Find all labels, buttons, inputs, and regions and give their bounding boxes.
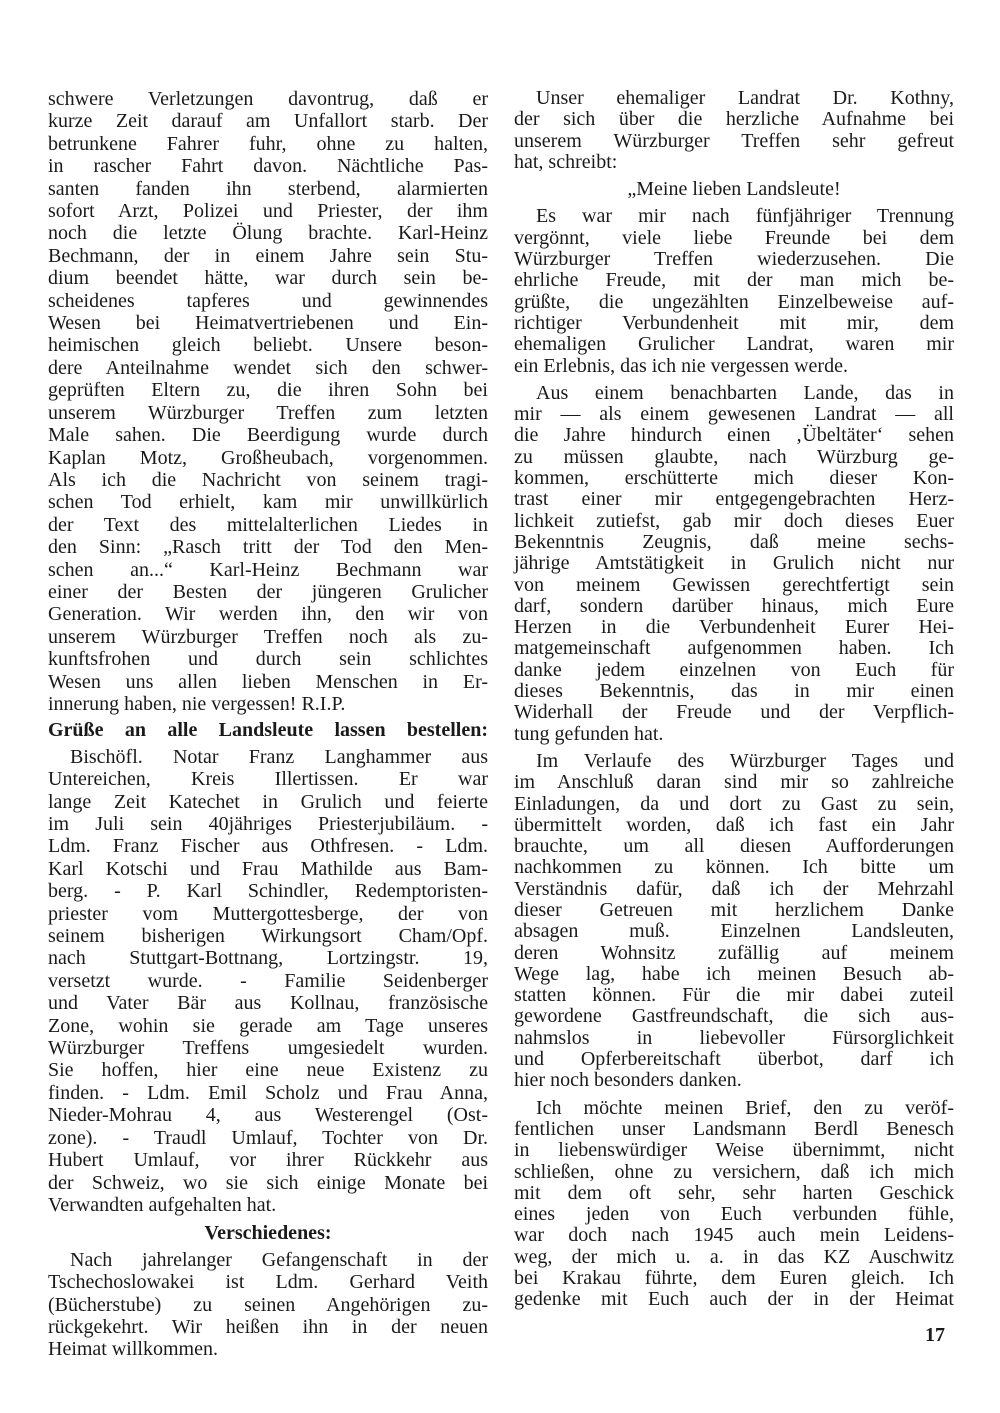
text-line: rückgekehrt. Wir heißen ihn in der neuen [48,1315,488,1338]
text-line: danke jedem einzelnen von Euch für [514,658,954,681]
text-line: ehemaligen Grulicher Landrat, waren mir [514,333,954,356]
text-line: richtiger Verbundenheit mit mir, dem [514,311,954,334]
text-line: Aus einem benachbarten Lande, das in [536,381,954,404]
paragraph [48,88,488,715]
text-line: Als ich die Nachricht von seinem tragi- [48,468,488,491]
text-line: Würzburger Treffens umgesiedelt wurden. [48,1037,488,1060]
text-line: grüßte, die ungezählten Einzelbeweise auf- [514,290,954,313]
text-line: Herzen in die Verbundenheit Eurer Hei- [514,616,954,639]
text-line: Unser ehemaliger Landrat Dr. Kothny, [536,87,954,109]
text-line: schen Tod erhielt, kam mir unwillkürlich [48,491,488,514]
text-line: dere Anteilnahme wendet sich den schwer- [48,356,488,379]
text-line: Heimat willkommen. [48,1338,218,1361]
page-number: 17 [925,1324,945,1346]
text-line: und Opferbereitschaft überbot, darf ich [514,1048,954,1071]
text-line: einer der Besten der jüngeren Grulicher [48,580,488,603]
text-line: betrunkene Fahrer fuhr, ohne zu halten, [48,132,488,155]
paragraph [514,206,954,376]
text-line: unserem Würzburger Treffen noch als zu- [48,625,488,648]
text-line: mit dem oft sehr, sehr harten Geschick [514,1181,954,1204]
text-line: noch die letzte Ölung brachte. Karl-Heinz [48,222,488,245]
section-heading [48,719,488,741]
text-line: nach Stuttgart-Bottnang, Lortzingstr. 19, [48,947,488,970]
section-heading [48,1222,488,1244]
right-column [514,88,954,1317]
text-line: darf, sondern darüber hinaus, mich Eure [514,594,954,617]
text-line: brauchte, um all diesen Aufforderungen [514,835,954,858]
text-line: jährige Amtstätigkeit in Grulich nicht nur [514,552,954,575]
text-line: den Sinn: „Rasch tritt der Tod den Men- [48,536,488,559]
text-line: finden. - Ldm. Emil Scholz und Frau Anna, [48,1081,488,1104]
text-line: Ldm. Franz Fischer aus Othfresen. - Ldm. [48,835,488,858]
text-line: Karl Kotschi und Frau Mathilde aus Bam- [48,857,488,880]
text-line: heimischen gleich beliebt. Unsere beson- [48,334,488,357]
text-line: ein Erlebnis, das ich nie vergessen werde. [514,354,848,377]
text-line: matgemeinschaft aufgenommen haben. Ich [514,637,954,660]
text-line: der sich über die herzliche Aufnahme bei [514,108,954,131]
letter-salutation [514,179,954,200]
text-line: Verwandten aufgehalten hat. [48,1193,277,1216]
text-line: seinem bisherigen Wirkungsort Cham/Opf. [48,925,488,948]
text-line: Würzburger Treffen wiederzusehen. Die [514,248,954,271]
text-line: Bechmann, der in einem Jahre sein Stu- [48,244,488,267]
text-line: (Bücherstube) zu seinen Angehörigen zu- [48,1293,488,1316]
text-line: in liebenswürdiger Weise übernimmt, nicht [514,1139,954,1162]
text-line: Kaplan Motz, Großheubach, vorgenommen. [48,446,488,469]
text-line: geprüften Eltern zu, die ihren Sohn bei [48,379,488,402]
text-line: priester vom Muttergottesberge, der von [48,902,488,925]
text-line: trast einer mir entgegengebrachten Herz- [514,488,954,511]
text-line: Widerhall der Freude und der Verpflich- [514,701,954,724]
text-line: Verschiedenes: [204,1222,332,1245]
text-line: kunftsfrohen und durch sein schlichtes [48,648,488,671]
text-line: Verständnis dafür, daß ich der Mehrzahl [514,877,954,900]
text-line: die Jahre hindurch einen ‚Übeltäter‘ sehen [514,424,954,447]
text-line: im Juli sein 40jähriges Priesterjubiläum. - [48,813,488,835]
text-line: nachkommen zu können. Ich bitte um [514,856,954,879]
text-line: kommen, erschütterte mich dieser Kon- [514,467,954,490]
text-line: unserem Würzburger Treffen sehr gefreut [514,129,954,152]
text-line: deren Wohnsitz zufällig auf meinem [514,941,954,964]
text-line: gedenke mit Euch auch der in der Heimat [514,1288,954,1311]
text-line: dium beendet hätte, war durch sein be- [48,267,488,290]
text-line: unserem Würzburger Treffen zum letzten [48,401,488,424]
text-line: Generation. Wir werden ihn, den wir von [48,603,488,626]
text-line: ehrliche Freude, mit der man mich be- [514,269,954,292]
text-line: vergönnt, viele liebe Freunde bei dem [514,226,954,249]
paragraph [48,1249,488,1361]
text-line: Sie hoffen, hier eine neue Existenz zu [48,1059,488,1082]
text-line: nahmslos in liebevoller Fürsorglichkeit [514,1026,954,1049]
text-line: sofort Arzt, Polizei und Priester, der ihm [48,200,488,223]
paragraph [514,751,954,1092]
text-line: lange Zeit Katechet in Grulich und feierte [48,790,488,813]
text-line: der Text des mittelalterlichen Liedes in [48,513,488,536]
text-line: hat, schreibt: [514,150,618,173]
text-line: Im Verlaufe des Würzburger Tages und [536,749,954,772]
text-line: und Vater Bär aus Kollnau, französische [48,992,488,1015]
text-line: Bischöfl. Notar Franz Langhammer aus [70,745,488,768]
text-line: berg. - P. Karl Schindler, Redemptoristen- [48,880,488,903]
text-line: zone). - Traudl Umlauf, Tochter von Dr. [48,1126,488,1149]
text-line: schwere Verletzungen davontrug, daß er [48,88,488,110]
text-line: schließen, ohne zu versichern, daß ich mich [514,1160,954,1183]
text-line: statten können. Für die mir dabei zuteil [514,984,954,1007]
text-line: Nach jahrelanger Gefangenschaft in der [70,1248,488,1271]
text-line: versetzt wurde. - Familie Seidenberger [48,969,488,992]
text-line: Ich möchte meinen Brief, den zu veröf- [536,1096,954,1119]
text-line: lichkeit zutiefst, gab mir doch dieses Euer [514,509,954,532]
text-line: übermittelt worden, daß ich fast ein Jahr [514,813,954,836]
text-line: hier noch besonders danken. [514,1069,742,1092]
text-line: Einladungen, da und dort zu Gast zu sein, [514,792,954,815]
text-line: eines jeden von Euch verbunden fühle, [514,1203,954,1226]
text-line: von meinem Gewissen gerechtfertigt sein [514,573,954,596]
text-line: zu müssen glaubte, nach Würzburg ge- [514,445,954,468]
text-line: Es war mir nach fünfjähriger Trennung [536,205,954,228]
text-line: santen fanden ihn sterbend, alarmierten [48,177,488,200]
text-line: Bekenntnis Zeugnis, daß meine sechs- [514,530,954,553]
text-line: gewordene Gastfreundschaft, die sich aus- [514,1005,954,1028]
text-line: schen an...“ Karl-Heinz Bechmann war [48,558,488,581]
text-line: weg, der mich u. a. in das KZ Auschwitz [514,1245,954,1268]
text-line: mir — als einem gewesenen Landrat — all [514,403,954,426]
text-line: im Anschluß daran sind mir so zahlreiche [514,771,954,794]
text-line: Untereichen, Kreis Illertissen. Er war [48,768,488,791]
paragraph [48,746,488,1217]
text-line: Zone, wohin sie gerade am Tage unseres [48,1014,488,1037]
text-line: Grüße an alle Landsleute lassen bestellen: [48,719,488,742]
paragraph [514,1098,954,1311]
paragraph [514,383,954,745]
text-line: „Meine lieben Landsleute! [627,178,841,201]
text-line: tung gefunden hat. [514,722,664,745]
text-line: der Schweiz, wo sie sich einige Monate bei [48,1171,488,1194]
text-line: dieses Bekenntnis, das in mir einen [514,680,954,703]
text-line: Wesen uns allen lieben Menschen in Er- [48,670,488,693]
text-line: Tschechoslowakei ist Ldm. Gerhard Veith [48,1271,488,1294]
text-line: Hubert Umlauf, vor ihrer Rückkehr aus [48,1149,488,1172]
text-line: fentlichen unser Landsmann Berdl Benesch [514,1117,954,1140]
text-line: absagen muß. Einzelnen Landsleuten, [514,920,954,943]
text-line: war doch nach 1945 auch mein Leidens- [514,1224,954,1247]
text-line: Wesen bei Heimatvertriebenen und Ein- [48,312,488,335]
text-line: innerung haben, nie vergessen! R.I.P. [48,692,346,715]
text-line: scheidenes tapferes und gewinnendes [48,289,488,312]
text-line: in rascher Fahrt davon. Nächtliche Pas- [48,155,488,178]
text-line: Male sahen. Die Beerdigung wurde durch [48,424,488,447]
text-line: kurze Zeit darauf am Unfallort starb. Der [48,110,488,133]
paragraph [514,88,954,173]
text-line: dieser Getreuen mit herzlichem Danke [514,898,954,921]
text-line: bei Krakau führte, dem Euren gleich. Ich [514,1267,954,1290]
text-line: Nieder-Mohrau 4, aus Westerengel (Ost- [48,1104,488,1127]
left-column [48,88,488,1365]
text-line: Wege lag, habe ich meinen Besuch ab- [514,962,954,985]
